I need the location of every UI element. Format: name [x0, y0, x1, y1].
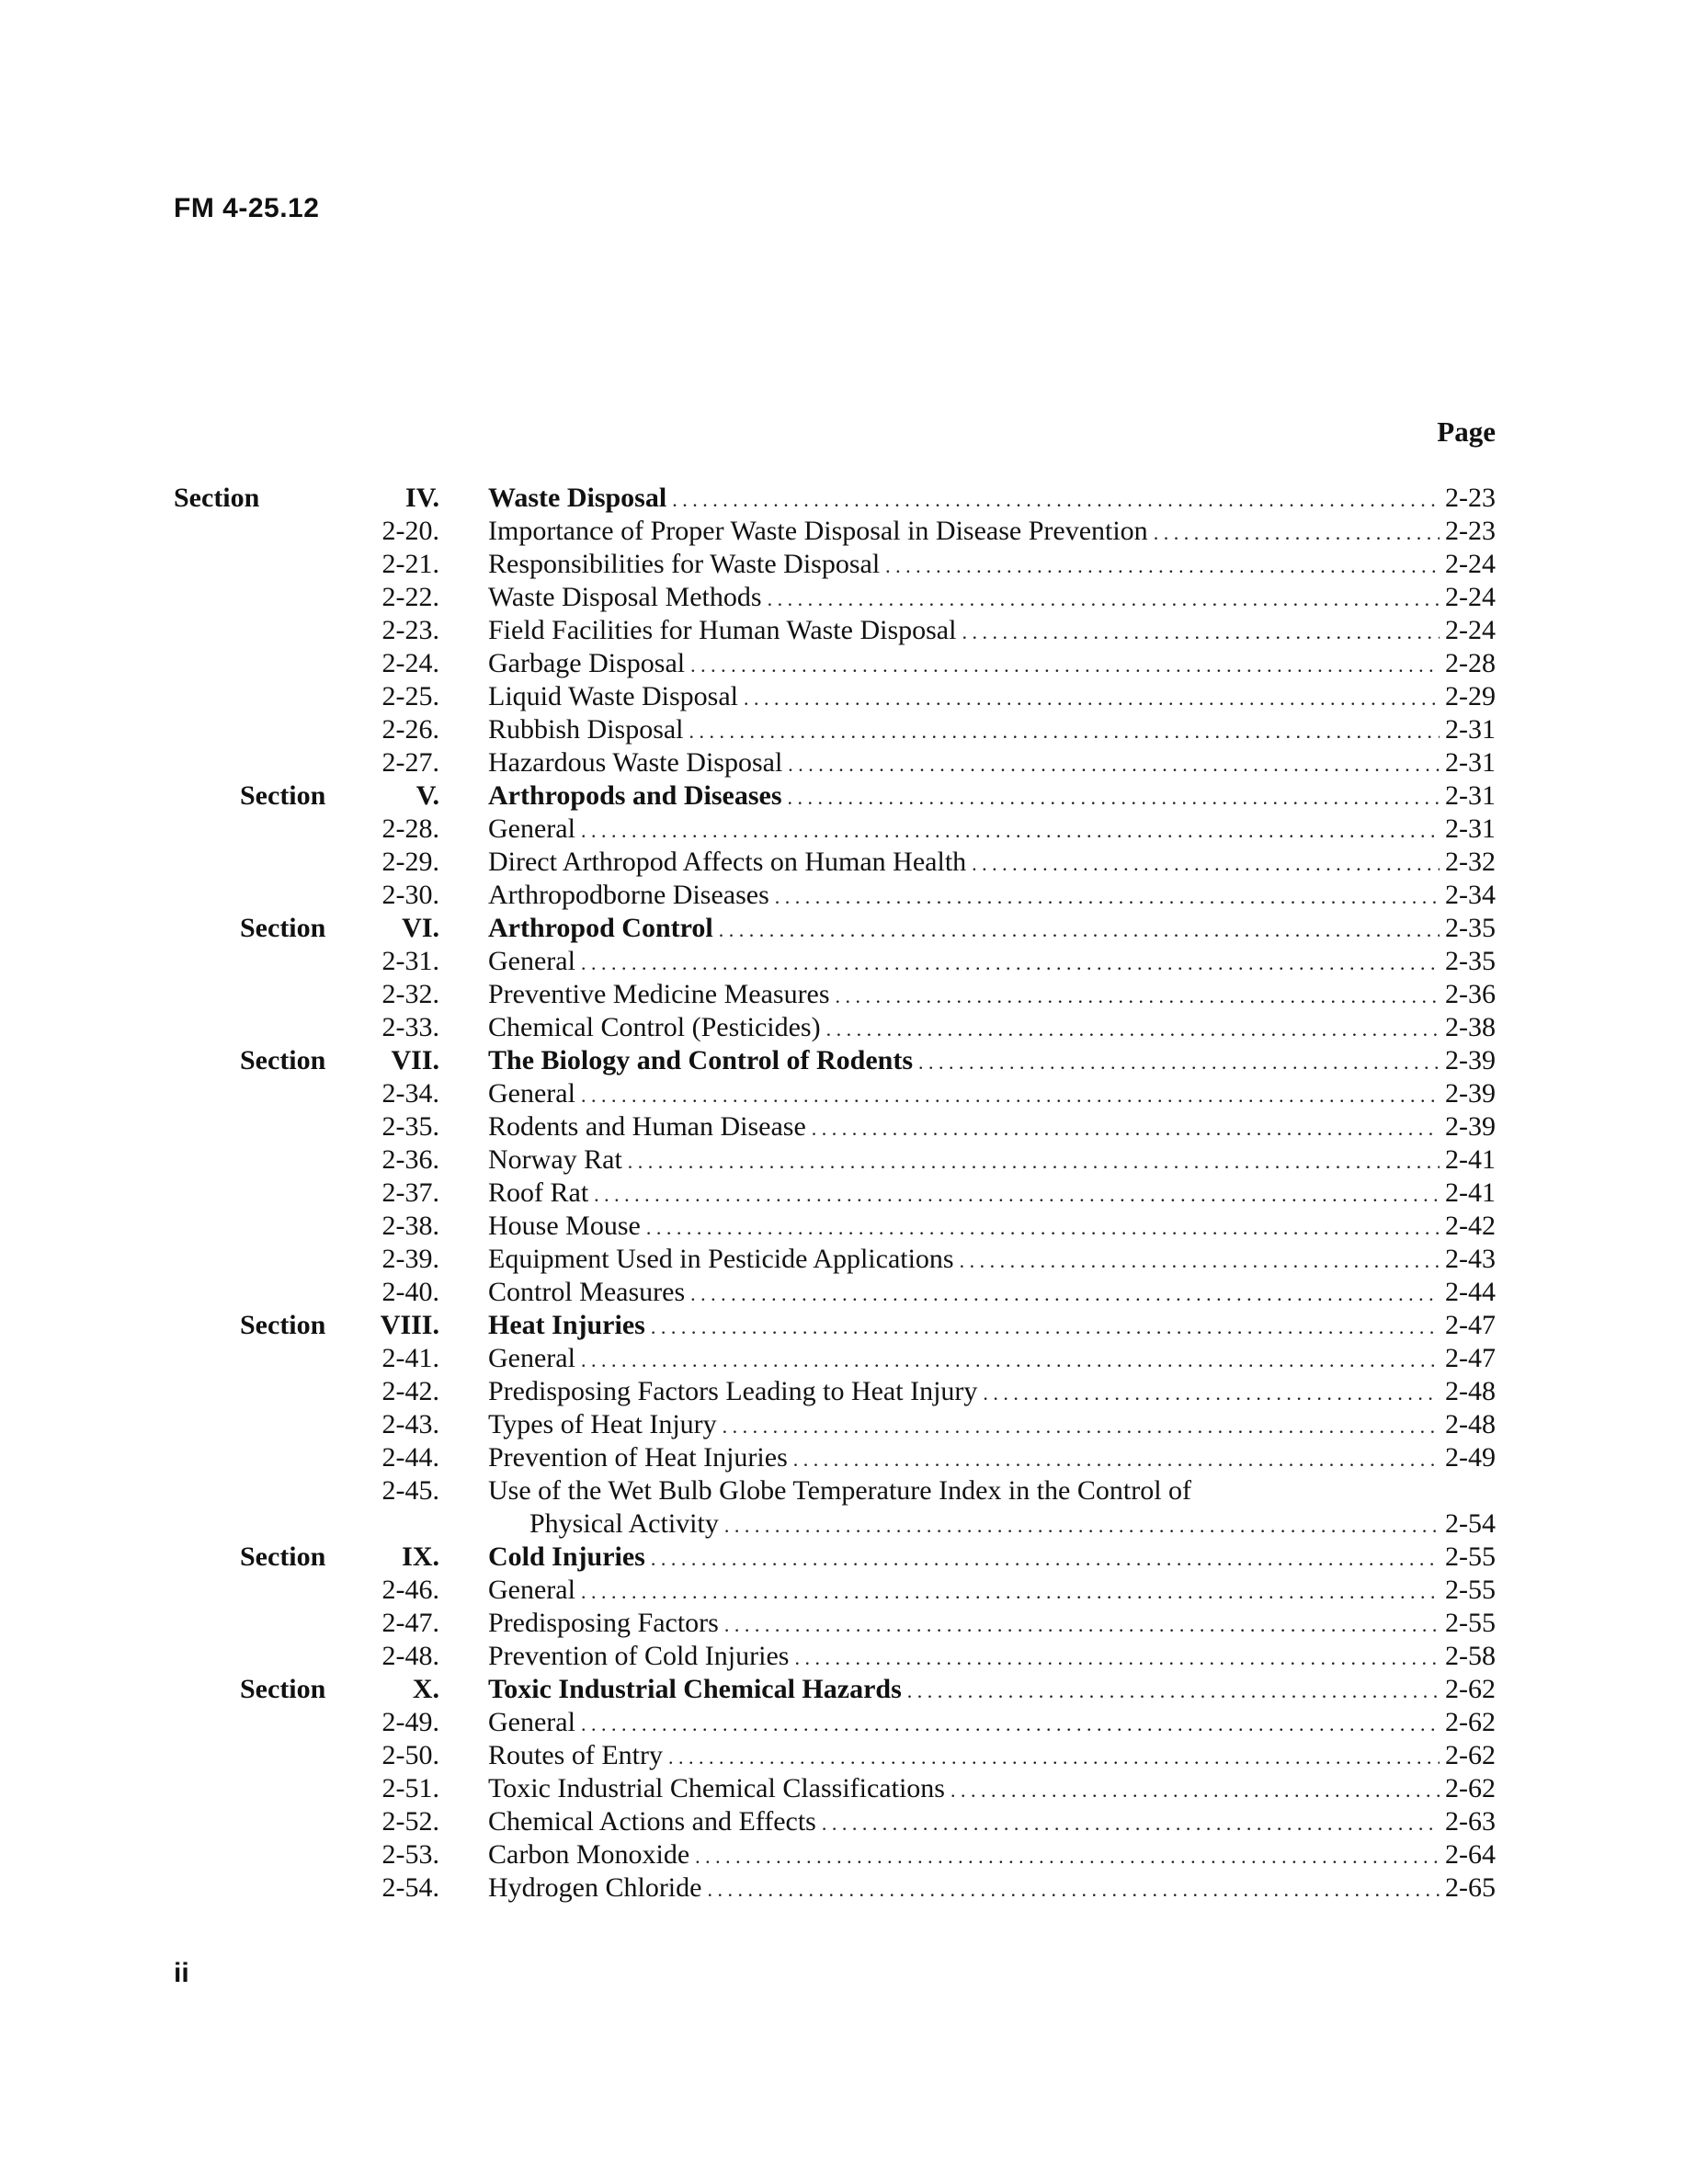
- dot-leader: [594, 1177, 1440, 1211]
- entry-page-number: 2-55: [1445, 1608, 1496, 1638]
- entry-page-number: 2-34: [1445, 880, 1496, 910]
- toc-entry-row: [0, 1110, 1696, 1143]
- entry-title: Toxic Industrial Chemical Hazards: [488, 1674, 902, 1704]
- entry-title: Direct Arthropod Affects on Human Health: [488, 847, 967, 877]
- entry-title: Routes of Entry: [488, 1740, 663, 1770]
- toc-section-row: [0, 779, 1696, 813]
- dot-leader: [646, 1210, 1440, 1245]
- paragraph-number: 2-39.: [381, 1244, 439, 1274]
- entry-page-number: 2-24: [1445, 615, 1496, 645]
- entry-title: Heat Injuries: [488, 1310, 645, 1340]
- toc-entry-row: [0, 1177, 1696, 1210]
- section-number: VII.: [391, 1045, 439, 1075]
- entry-page-number: 2-23: [1445, 483, 1496, 513]
- dot-leader: [724, 1507, 1440, 1542]
- dot-leader: [668, 1739, 1440, 1774]
- entry-title: Hydrogen Chloride: [488, 1872, 702, 1903]
- entry-page-number: 2-31: [1445, 747, 1496, 778]
- paragraph-number: 2-23.: [381, 615, 439, 645]
- entry-page-number: 2-55: [1445, 1575, 1496, 1605]
- toc-entry: [488, 1408, 1496, 1441]
- entry-page-number: 2-54: [1445, 1508, 1496, 1539]
- entry-title: General: [488, 813, 575, 844]
- dot-leader: [768, 581, 1440, 616]
- dot-leader: [581, 1706, 1440, 1741]
- toc-entry: [488, 1838, 1496, 1871]
- toc-entry: [488, 1474, 1496, 1541]
- entry-page-number: 2-31: [1445, 714, 1496, 745]
- section-number: IV.: [405, 483, 439, 513]
- section-label: Section: [240, 1045, 326, 1075]
- toc-entry-row: [0, 1276, 1696, 1309]
- toc-section-row: [0, 1309, 1696, 1342]
- toc-entry: [488, 1706, 1496, 1739]
- entry-page-number: 2-39: [1445, 1045, 1496, 1075]
- entry-title: Control Measures: [488, 1277, 686, 1307]
- entry-title: Toxic Industrial Chemical Classifications: [488, 1773, 945, 1803]
- section-label: Section: [240, 780, 326, 811]
- paragraph-number: 2-28.: [381, 813, 439, 844]
- entry-title: Carbon Monoxide: [488, 1839, 690, 1870]
- toc-entry: [488, 647, 1496, 680]
- paragraph-number: 2-44.: [381, 1442, 439, 1473]
- paragraph-number: 2-48.: [381, 1641, 439, 1671]
- entry-title: Types of Heat Injury: [488, 1409, 717, 1439]
- dot-leader: [962, 614, 1440, 649]
- paragraph-number: 2-21.: [381, 549, 439, 579]
- entry-title: Rubbish Disposal: [488, 714, 684, 745]
- toc-entry-row: [0, 713, 1696, 746]
- dot-leader: [581, 1342, 1440, 1377]
- section-number: IX.: [402, 1541, 439, 1572]
- toc-entry: [488, 945, 1496, 978]
- entry-title: Norway Rat: [488, 1144, 622, 1175]
- toc-entry-row: [0, 1838, 1696, 1871]
- page-column-heading: Page: [1437, 415, 1496, 448]
- toc-section-row: [0, 1541, 1696, 1574]
- entry-page-number: 2-39: [1445, 1078, 1496, 1109]
- entry-page-number: 2-43: [1445, 1244, 1496, 1274]
- footer-page-number: ii: [174, 1958, 189, 1988]
- toc-section-row: [0, 1673, 1696, 1706]
- entry-title: Equipment Used in Pesticide Applications: [488, 1244, 954, 1274]
- paragraph-number: 2-42.: [381, 1376, 439, 1406]
- toc-entry: [488, 978, 1496, 1011]
- entry-title: The Biology and Control of Rodents: [488, 1045, 914, 1075]
- entry-title: General: [488, 1575, 575, 1605]
- entry-page-number: 2-35: [1445, 913, 1496, 943]
- entry-title-continued: Physical Activity: [529, 1508, 719, 1539]
- paragraph-number: 2-36.: [381, 1144, 439, 1175]
- toc-entry: [488, 581, 1496, 614]
- entry-page-number: 2-47: [1445, 1343, 1496, 1373]
- toc-entry: [488, 713, 1496, 746]
- entry-title: Hazardous Waste Disposal: [488, 747, 783, 778]
- entry-title: Waste Disposal Methods: [488, 582, 762, 612]
- entry-title: Rodents and Human Disease: [488, 1111, 806, 1142]
- dot-leader: [972, 846, 1440, 881]
- dot-leader: [794, 1640, 1440, 1675]
- dot-leader: [723, 1408, 1440, 1443]
- entry-page-number: 2-62: [1445, 1707, 1496, 1737]
- entry-title: Garbage Disposal: [488, 648, 686, 678]
- toc-entry: [488, 1276, 1496, 1309]
- toc-entry: [488, 1210, 1496, 1243]
- paragraph-number: 2-47.: [381, 1608, 439, 1638]
- toc-entry: [488, 1243, 1496, 1276]
- toc-entry: [488, 614, 1496, 647]
- entry-page-number: 2-31: [1445, 780, 1496, 811]
- dot-leader: [581, 813, 1440, 847]
- entry-page-number: 2-62: [1445, 1740, 1496, 1770]
- toc-entry-row: [0, 846, 1696, 879]
- toc-entry: [488, 1739, 1496, 1772]
- entry-title: Responsibilities for Waste Disposal: [488, 549, 881, 579]
- paragraph-number: 2-34.: [381, 1078, 439, 1109]
- toc-entry: [488, 1541, 1496, 1574]
- paragraph-number: 2-54.: [381, 1872, 439, 1903]
- toc-entry: [488, 1607, 1496, 1640]
- entry-page-number: 2-48: [1445, 1409, 1496, 1439]
- dot-leader: [775, 879, 1440, 914]
- entry-title: Chemical Control (Pesticides): [488, 1012, 821, 1042]
- toc-entry: [488, 1342, 1496, 1375]
- toc-entry: [488, 1375, 1496, 1408]
- entry-title: Cold Injuries: [488, 1541, 645, 1572]
- section-label: Section: [240, 1541, 326, 1572]
- dot-leader: [581, 945, 1440, 980]
- toc-section-row: [0, 1044, 1696, 1077]
- paragraph-number: 2-32.: [381, 979, 439, 1009]
- entry-page-number: 2-42: [1445, 1211, 1496, 1241]
- dot-leader: [695, 1838, 1440, 1873]
- toc-entry: [488, 912, 1496, 945]
- entry-title: General: [488, 1707, 575, 1737]
- paragraph-number: 2-50.: [381, 1740, 439, 1770]
- toc-entry: [488, 779, 1496, 813]
- dot-leader: [907, 1673, 1440, 1708]
- entry-page-number: 2-55: [1445, 1541, 1496, 1572]
- paragraph-number: 2-49.: [381, 1707, 439, 1737]
- entry-page-number: 2-44: [1445, 1277, 1496, 1307]
- dot-leader: [707, 1871, 1440, 1906]
- toc-entry: [488, 1805, 1496, 1838]
- entry-page-number: 2-38: [1445, 1012, 1496, 1042]
- entry-page-number: 2-41: [1445, 1144, 1496, 1175]
- entry-page-number: 2-23: [1445, 516, 1496, 546]
- section-label: Section: [174, 483, 260, 513]
- toc-entry: [488, 482, 1496, 515]
- toc-entry: [488, 1177, 1496, 1210]
- entry-page-number: 2-31: [1445, 813, 1496, 844]
- entry-title: Preventive Medicine Measures: [488, 979, 830, 1009]
- entry-page-number: 2-63: [1445, 1806, 1496, 1837]
- dot-leader: [822, 1805, 1440, 1840]
- entry-title: Predisposing Factors Leading to Heat Injury: [488, 1376, 978, 1406]
- entry-page-number: 2-35: [1445, 946, 1496, 976]
- toc-entry-row: [0, 1871, 1696, 1905]
- toc-entry: [488, 1044, 1496, 1077]
- entry-title: Liquid Waste Disposal: [488, 681, 739, 711]
- dot-leader: [793, 1441, 1440, 1476]
- entry-title: Waste Disposal: [488, 483, 667, 513]
- dot-leader: [690, 1276, 1440, 1311]
- toc-entry: [488, 1871, 1496, 1905]
- dot-leader: [960, 1243, 1440, 1278]
- toc-entry: [488, 680, 1496, 713]
- entry-title: Chemical Actions and Effects: [488, 1806, 816, 1837]
- entry-page-number: 2-64: [1445, 1839, 1496, 1870]
- dot-leader: [724, 1607, 1440, 1642]
- toc-entry-row: [0, 1805, 1696, 1838]
- paragraph-number: 2-30.: [381, 880, 439, 910]
- toc-entry: [488, 1143, 1496, 1177]
- dot-leader: [628, 1143, 1440, 1178]
- section-number: X.: [412, 1674, 439, 1704]
- paragraph-number: 2-20.: [381, 516, 439, 546]
- toc-entry-row: [0, 614, 1696, 647]
- entry-page-number: 2-62: [1445, 1674, 1496, 1704]
- toc-entry-row: [0, 1706, 1696, 1739]
- toc-section-row: [0, 482, 1696, 515]
- paragraph-number: 2-35.: [381, 1111, 439, 1142]
- toc-entry-row: [0, 978, 1696, 1011]
- section-label: Section: [240, 1674, 326, 1704]
- toc-entry: [488, 1110, 1496, 1143]
- dot-leader: [826, 1011, 1440, 1046]
- toc-entry-row: [0, 1077, 1696, 1110]
- dot-leader: [719, 912, 1440, 947]
- entry-title: Arthropod Control: [488, 913, 713, 943]
- paragraph-number: 2-37.: [381, 1177, 439, 1208]
- toc-entry-row: [0, 1243, 1696, 1276]
- toc-entry-row: [0, 1607, 1696, 1640]
- entry-title: House Mouse: [488, 1211, 641, 1241]
- toc-entry-row: [0, 1574, 1696, 1607]
- dot-leader: [836, 978, 1440, 1013]
- toc-entry: [488, 1640, 1496, 1673]
- toc-section-row: [0, 912, 1696, 945]
- table-of-contents: [0, 482, 1696, 1905]
- entry-title: Prevention of Heat Injuries: [488, 1442, 788, 1473]
- toc-entry-row: [0, 1011, 1696, 1044]
- toc-entry: [488, 746, 1496, 779]
- section-label: Section: [240, 913, 326, 943]
- toc-entry: [488, 515, 1496, 548]
- entry-page-number: 2-41: [1445, 1177, 1496, 1208]
- entry-title: Arthropods and Diseases: [488, 780, 782, 811]
- toc-entry-row: [0, 1342, 1696, 1375]
- dot-leader: [651, 1309, 1440, 1344]
- toc-entry-row: [0, 515, 1696, 548]
- toc-entry-row: [0, 1210, 1696, 1243]
- dot-leader: [581, 1077, 1440, 1112]
- entry-title: Predisposing Factors: [488, 1608, 719, 1638]
- entry-page-number: 2-28: [1445, 648, 1496, 678]
- toc-entry-row: [0, 1375, 1696, 1408]
- entry-title: Importance of Proper Waste Disposal in Disease Prevention: [488, 516, 1148, 546]
- toc-entry-row: [0, 813, 1696, 846]
- entry-title: General: [488, 946, 575, 976]
- entry-title: Use of the Wet Bulb Globe Temperature Index in the Control of: [488, 1475, 1192, 1506]
- toc-entry: [488, 1441, 1496, 1474]
- toc-entry-row: [0, 879, 1696, 912]
- paragraph-number: 2-24.: [381, 648, 439, 678]
- toc-entry: [488, 1011, 1496, 1044]
- paragraph-number: 2-52.: [381, 1806, 439, 1837]
- entry-page-number: 2-29: [1445, 681, 1496, 711]
- toc-entry: [488, 846, 1496, 879]
- dot-leader: [1154, 515, 1440, 550]
- entry-title: Roof Rat: [488, 1177, 589, 1208]
- entry-page-number: 2-48: [1445, 1376, 1496, 1406]
- toc-entry: [488, 1673, 1496, 1706]
- section-number: V.: [415, 780, 439, 811]
- paragraph-number: 2-25.: [381, 681, 439, 711]
- section-number: VI.: [402, 913, 439, 943]
- entry-title: General: [488, 1078, 575, 1109]
- toc-entry-row: [0, 746, 1696, 779]
- dot-leader: [983, 1375, 1440, 1410]
- paragraph-number: 2-31.: [381, 946, 439, 976]
- entry-page-number: 2-36: [1445, 979, 1496, 1009]
- toc-entry: [488, 813, 1496, 846]
- entry-page-number: 2-24: [1445, 549, 1496, 579]
- entry-page-number: 2-49: [1445, 1442, 1496, 1473]
- entry-page-number: 2-62: [1445, 1773, 1496, 1803]
- toc-entry-row: [0, 647, 1696, 680]
- toc-entry-row: [0, 1772, 1696, 1805]
- document-id: FM 4-25.12: [174, 193, 320, 223]
- paragraph-number: 2-40.: [381, 1277, 439, 1307]
- paragraph-number: 2-33.: [381, 1012, 439, 1042]
- toc-entry-row: [0, 1640, 1696, 1673]
- toc-entry-row: [0, 1474, 1696, 1541]
- dot-leader: [651, 1541, 1440, 1575]
- dot-leader: [812, 1110, 1440, 1145]
- paragraph-number: 2-43.: [381, 1409, 439, 1439]
- toc-entry: [488, 1077, 1496, 1110]
- toc-entry-row: [0, 945, 1696, 978]
- entry-title: Field Facilities for Human Waste Disposal: [488, 615, 957, 645]
- dot-leader: [689, 713, 1440, 748]
- toc-entry-row: [0, 548, 1696, 581]
- entry-page-number: 2-47: [1445, 1310, 1496, 1340]
- section-label: Section: [240, 1310, 326, 1340]
- dot-leader: [744, 680, 1440, 715]
- dot-leader: [950, 1772, 1440, 1807]
- dot-leader: [885, 548, 1440, 583]
- toc-entry-row: [0, 680, 1696, 713]
- dot-leader: [918, 1044, 1440, 1079]
- paragraph-number: 2-27.: [381, 747, 439, 778]
- paragraph-number: 2-41.: [381, 1343, 439, 1373]
- toc-entry: [488, 548, 1496, 581]
- toc-entry: [488, 1574, 1496, 1607]
- toc-entry-row: [0, 1441, 1696, 1474]
- paragraph-number: 2-29.: [381, 847, 439, 877]
- toc-entry-row: [0, 581, 1696, 614]
- dot-leader: [672, 482, 1440, 517]
- paragraph-number: 2-53.: [381, 1839, 439, 1870]
- toc-entry: [488, 879, 1496, 912]
- paragraph-number: 2-38.: [381, 1211, 439, 1241]
- toc-entry: [488, 1772, 1496, 1805]
- paragraph-number: 2-46.: [381, 1575, 439, 1605]
- entry-page-number: 2-58: [1445, 1641, 1496, 1671]
- entry-title: Arthropodborne Diseases: [488, 880, 769, 910]
- dot-leader: [581, 1574, 1440, 1609]
- paragraph-number: 2-26.: [381, 714, 439, 745]
- paragraph-number: 2-51.: [381, 1773, 439, 1803]
- toc-entry-row: [0, 1143, 1696, 1177]
- entry-page-number: 2-24: [1445, 582, 1496, 612]
- dot-leader: [690, 647, 1440, 682]
- toc-entry-row: [0, 1408, 1696, 1441]
- entry-page-number: 2-39: [1445, 1111, 1496, 1142]
- dot-leader: [788, 746, 1440, 781]
- entry-page-number: 2-32: [1445, 847, 1496, 877]
- toc-entry-row: [0, 1739, 1696, 1772]
- entry-page-number: 2-65: [1445, 1872, 1496, 1903]
- entry-title: Prevention of Cold Injuries: [488, 1641, 790, 1671]
- toc-entry: [488, 1309, 1496, 1342]
- dot-leader: [788, 779, 1440, 814]
- section-number: VIII.: [380, 1310, 439, 1340]
- paragraph-number: 2-45.: [381, 1475, 439, 1506]
- paragraph-number: 2-22.: [381, 582, 439, 612]
- entry-title: General: [488, 1343, 575, 1373]
